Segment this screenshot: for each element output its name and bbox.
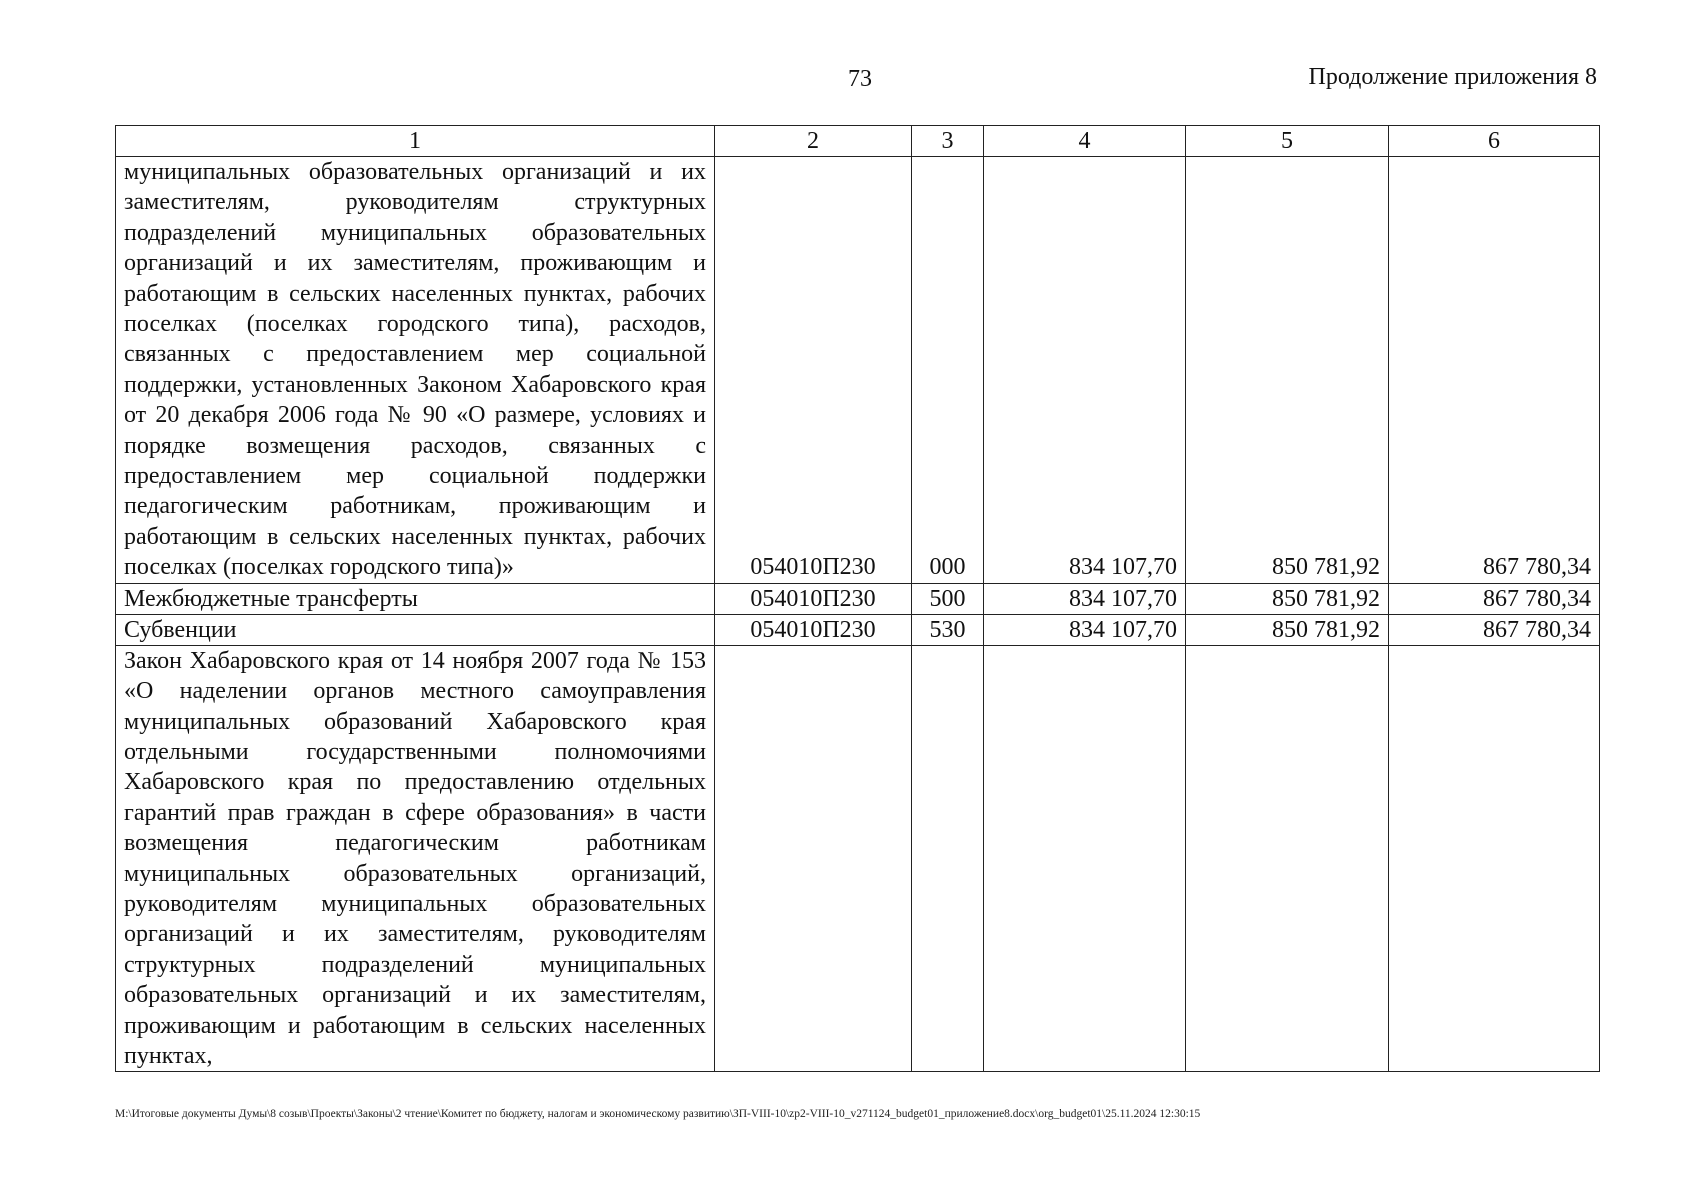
- row-amount-1: 834 107,70: [984, 583, 1186, 614]
- column-header-3: 3: [912, 126, 984, 157]
- table-row: [116, 583, 1600, 614]
- row-target-article: 054010П230: [715, 157, 912, 584]
- row-amount-2: 850 781,92: [1186, 157, 1389, 584]
- column-header-5: 5: [1186, 126, 1389, 157]
- table-row: [116, 157, 1600, 584]
- row-description: муниципальных образовательных организаций и их заместителям, руководителям структурных подразделений муниципальных образовательных организаций и их заместителям, проживающим и работающим в сельских населенных пунктах, рабочих поселках (поселках городского типа), расходов, связанных с предоставлением мер социальной поддержки, установленных Законом Хабаровского края от 20 декабря 2006 года № 90 «О размере, условиях и порядке возмещения расходов, связанных с предоставлением мер социальной поддержки педагогическим работникам, проживающим и работающим в сельских населенных пунктах, рабочих поселках (поселках городского типа)»: [116, 157, 715, 584]
- column-header-2: 2: [715, 126, 912, 157]
- table-row: [116, 645, 1600, 1072]
- row-amount-3: 867 780,34: [1389, 157, 1600, 584]
- row-amount-1: 834 107,70: [984, 614, 1186, 645]
- row-target-article: [715, 645, 912, 1072]
- row-amount-3: 867 780,34: [1389, 583, 1600, 614]
- row-amount-2: 850 781,92: [1186, 583, 1389, 614]
- row-target-article: 054010П230: [715, 614, 912, 645]
- row-amount-3: [1389, 645, 1600, 1072]
- column-header-4: 4: [984, 126, 1186, 157]
- row-description: Закон Хабаровского края от 14 ноября 2007 года № 153 «О наделении органов местного самоуправления муниципальных образований Хабаровского края отдельными государственными полномочиями Хабаровского края по предоставлению отдельных гарантий прав граждан в сфере образования» в части возмещения педагогическим работникам муниципальных образовательных организаций, руководителям муниципальных образовательных организаций и их заместителям, руководителям структурных подразделений муниципальных образовательных организаций и их заместителям, проживающим и работающим в сельских населенных пунктах,: [116, 645, 715, 1072]
- row-amount-3: 867 780,34: [1389, 614, 1600, 645]
- row-expense-type: 000: [912, 157, 984, 584]
- row-amount-1: [984, 645, 1186, 1072]
- row-expense-type: 500: [912, 583, 984, 614]
- table-header-row: [116, 126, 1600, 157]
- budget-table: [115, 125, 1600, 1072]
- page-number: 73: [848, 66, 872, 92]
- appendix-continuation-label: Продолжение приложения 8: [1308, 64, 1597, 90]
- row-description: Межбюджетные трансферты: [116, 583, 715, 614]
- table-row: [116, 614, 1600, 645]
- row-amount-2: 850 781,92: [1186, 614, 1389, 645]
- row-description: Субвенции: [116, 614, 715, 645]
- row-expense-type: [912, 645, 984, 1072]
- row-amount-2: [1186, 645, 1389, 1072]
- column-header-6: 6: [1389, 126, 1600, 157]
- row-expense-type: 530: [912, 614, 984, 645]
- row-amount-1: 834 107,70: [984, 157, 1186, 584]
- column-header-1: 1: [116, 126, 715, 157]
- row-target-article: 054010П230: [715, 583, 912, 614]
- document-file-path: M:\Итоговые документы Думы\8 созыв\Проекты\Законы\2 чтение\Комитет по бюджету, налогам и экономическому развитию\ЗП-VIII-10\zp2-VIII-10_v271124_budget01_приложение8.docx\org_budget01\25.11.2024 12:30:15: [115, 1108, 1201, 1120]
